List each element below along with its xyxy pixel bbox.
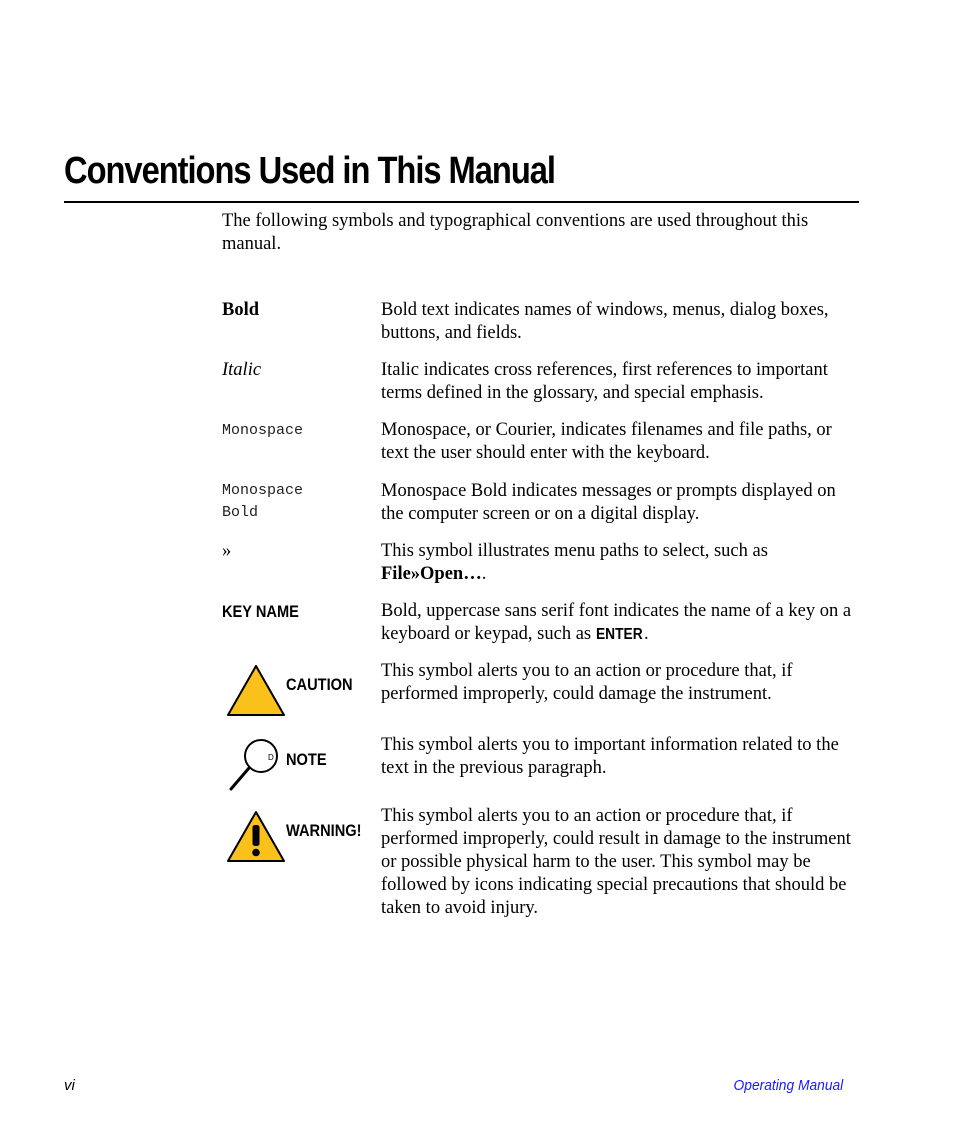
key-name-desc-text: Bold, uppercase sans serif font indicates the name of a key on a keyboard or keypad, such as xyxy=(381,601,852,644)
intro-paragraph: The following symbols and typographical conventions are used throughout this manual. xyxy=(222,211,809,254)
convention-term-monospace-bold xyxy=(222,480,372,524)
footer-page-number: vi xyxy=(64,1077,75,1094)
page-title: Conventions Used in This Manual xyxy=(64,150,555,192)
convention-term-key-name xyxy=(222,600,372,623)
convention-desc-warning: This symbol alerts you to an action or procedure that, if performed improperly, could result in damage to the instrument or possible physical harm to the user. This symbol may be followed by icons indicating special precautions that should be taken to avoid injury. xyxy=(381,806,851,918)
convention-term-monospace-bold-line2: Bold xyxy=(222,504,259,521)
menu-path-suffix: . xyxy=(481,564,487,584)
convention-desc-menu-path xyxy=(381,540,859,586)
warning-label: WARNING! xyxy=(286,821,362,840)
footer-document-title-link[interactable]: Operating Manual xyxy=(733,1077,843,1094)
convention-desc-monospace: Monospace, or Courier, indicates filenames and file paths, or text the user should enter with the keyboard. xyxy=(381,420,832,463)
convention-desc-caution: This symbol alerts you to an action or procedure that, if performed improperly, could damage the instrument. xyxy=(381,661,793,704)
caution-triangle-icon xyxy=(226,664,286,718)
title-rule xyxy=(64,201,859,203)
warning-exclamation-icon xyxy=(226,810,286,864)
menu-path-desc-text: This symbol illustrates menu paths to select, such as xyxy=(381,541,768,561)
convention-term-monospace-bold-line1: Monospace xyxy=(222,482,304,499)
magnifier-note-icon xyxy=(228,737,282,793)
key-name-example: ENTER xyxy=(595,626,643,643)
convention-term-menu-path-symbol: » xyxy=(222,541,232,561)
note-label: NOTE xyxy=(286,750,327,769)
menu-path-example: File»Open… xyxy=(381,564,482,584)
convention-desc-italic: Italic indicates cross references, first references to important terms defined in the glossary, and special emphasis. xyxy=(381,360,828,403)
convention-desc-key-name xyxy=(381,600,859,646)
convention-term-italic: Italic xyxy=(222,360,262,380)
convention-desc-bold: Bold text indicates names of windows, menus, dialog boxes, buttons, and fields. xyxy=(381,300,829,343)
convention-term-monospace: Monospace xyxy=(222,422,304,439)
caution-label: CAUTION xyxy=(286,675,353,694)
convention-desc-monospace-bold: Monospace Bold indicates messages or prompts displayed on the computer screen or on a digital display. xyxy=(381,481,836,524)
svg-text:D: D xyxy=(268,753,274,762)
key-name-suffix: . xyxy=(643,624,649,644)
key-name-label: KEY NAME xyxy=(222,602,299,621)
convention-desc-note: This symbol alerts you to important information related to the text in the previous paragraph. xyxy=(381,735,839,778)
convention-term-bold: Bold xyxy=(222,300,260,320)
